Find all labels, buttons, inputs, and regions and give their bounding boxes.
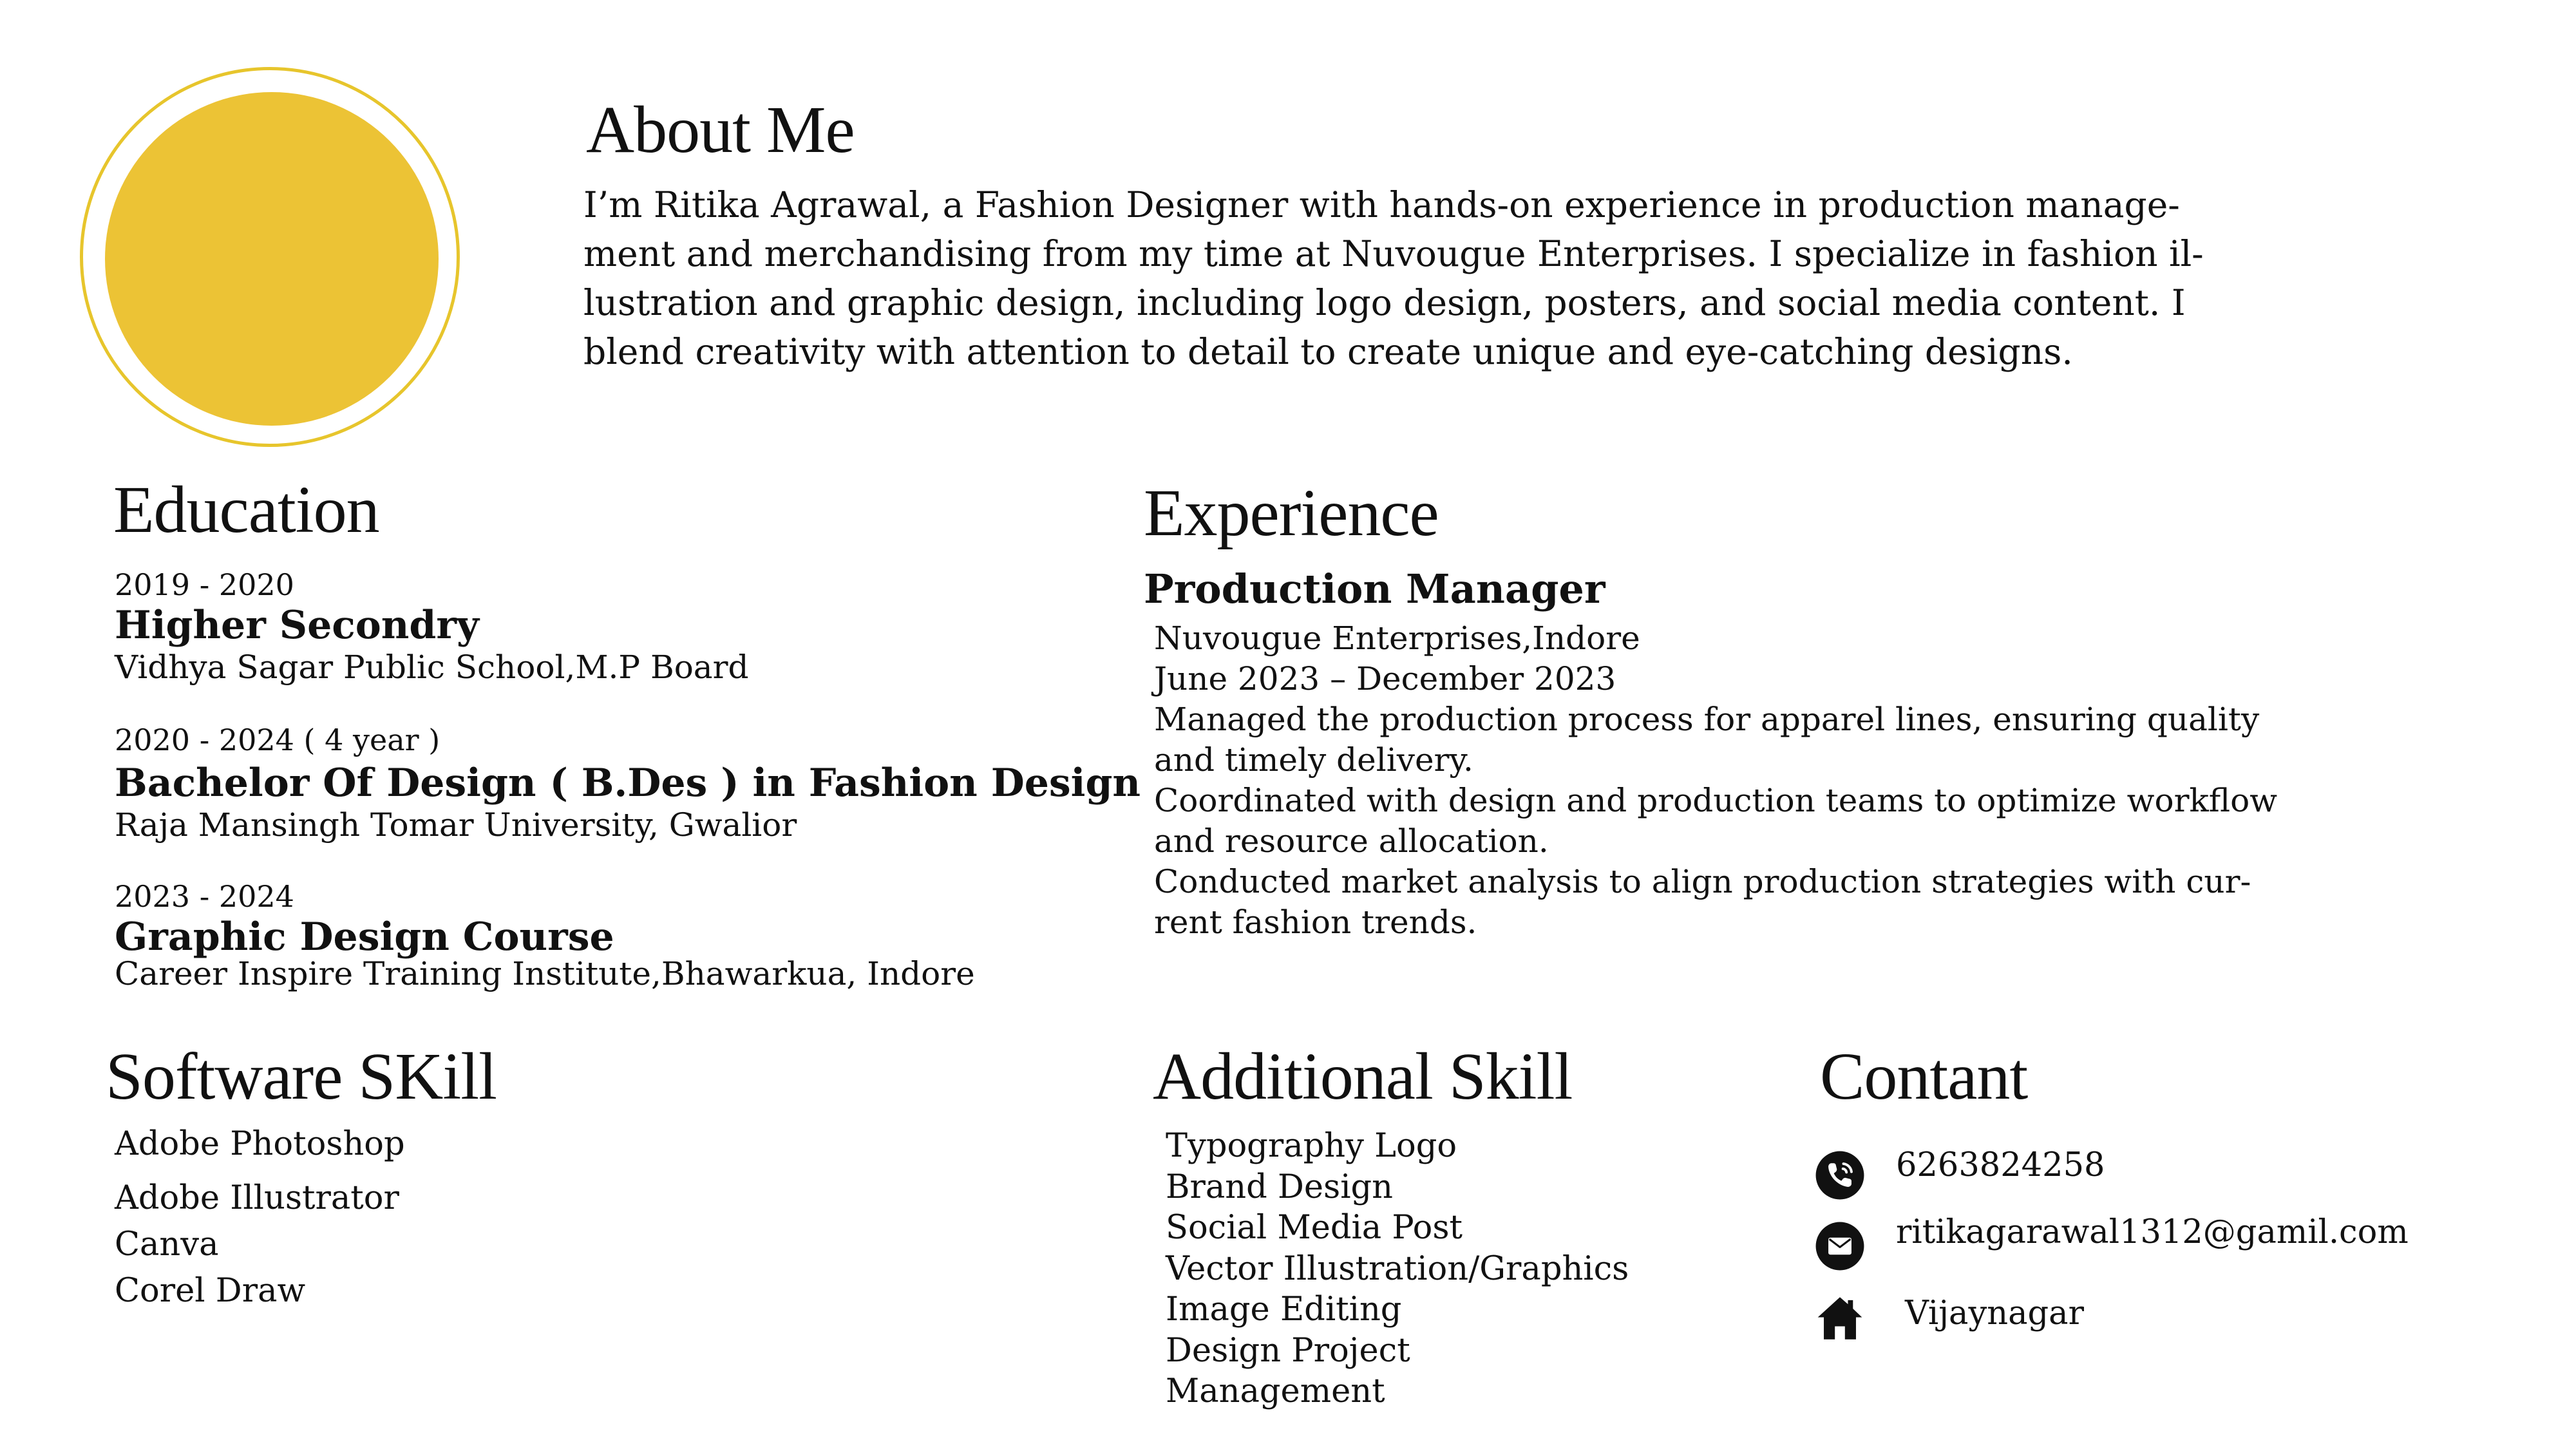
education-years: 2019 - 2020 — [115, 567, 294, 602]
experience-line: Coordinated with design and production teams to optimize workflow — [1154, 782, 2278, 819]
avatar — [105, 92, 439, 426]
additional-skill-item: Image Editing — [1166, 1291, 1402, 1329]
contact-phone: 6263824258 — [1896, 1146, 2105, 1184]
experience-line: Conducted market analysis to align production strategies with cur- — [1154, 863, 2251, 900]
education-years: 2023 - 2024 — [115, 879, 294, 914]
experience-line: rent fashion trends. — [1154, 904, 1477, 941]
software-skill-item: Canva — [115, 1226, 219, 1264]
education-institution: Vidhya Sagar Public School,M.P Board — [115, 649, 749, 686]
education-heading: Education — [113, 473, 379, 547]
education-entry — [115, 878, 975, 993]
contact-email: ritikagarawal1312@gamil.com — [1896, 1213, 2409, 1251]
phone-icon — [1815, 1150, 1865, 1200]
education-entry — [115, 567, 749, 687]
experience-details — [1154, 618, 2278, 943]
education-years: 2020 - 2024 ( 4 year ) — [115, 723, 440, 757]
software-skill-item: Adobe Illustrator — [115, 1179, 399, 1217]
experience-role: Production Manager — [1144, 565, 1605, 612]
about-line: I’m Ritika Agrawal, a Fashion Designer with hands-on experience in production manage- — [583, 184, 2180, 225]
software-skill-item: Corel Draw — [115, 1272, 306, 1310]
about-paragraph — [583, 180, 2232, 376]
additional-skill-heading: Additional Skill — [1153, 1039, 1573, 1113]
education-institution: Career Inspire Training Institute,Bhawarkua, Indore — [115, 955, 975, 992]
education-title: Graphic Design Course — [115, 914, 614, 960]
additional-skill-item: Vector Illustration/Graphics — [1166, 1249, 1629, 1288]
experience-line: Nuvougue Enterprises,Indore — [1154, 620, 1640, 657]
about-line: ment and merchandising from my time at Nuvougue Enterprises. I specialize in fashion il- — [583, 233, 2204, 274]
home-icon — [1815, 1293, 1865, 1343]
mail-icon — [1815, 1221, 1865, 1271]
education-entry — [115, 722, 1141, 844]
experience-line: and timely delivery. — [1154, 741, 1473, 779]
contact-address: Vijaynagar — [1905, 1294, 2084, 1332]
about-line: lustration and graphic design, including logo design, posters, and social media content. I — [583, 282, 2186, 323]
additional-skill-item: Brand Design — [1166, 1168, 1394, 1206]
experience-line: June 2023 – December 2023 — [1154, 660, 1616, 697]
additional-skill-item: Management — [1166, 1372, 1385, 1410]
additional-skill-list — [1166, 1126, 1629, 1412]
additional-skill-item: Typography Logo — [1166, 1127, 1457, 1165]
software-skill-heading: Software SKill — [106, 1039, 497, 1113]
experience-line: and resource allocation. — [1154, 822, 1549, 860]
education-title: Bachelor Of Design ( B.Des ) in Fashion Design — [115, 761, 1141, 806]
software-skill-item: Adobe Photoshop — [115, 1125, 405, 1163]
experience-line: Managed the production process for apparel lines, ensuring quality — [1154, 701, 2260, 738]
about-line: blend creativity with attention to detail to create unique and eye-catching designs. — [583, 331, 2073, 372]
education-institution: Raja Mansingh Tomar University, Gwalior — [115, 806, 797, 844]
experience-heading: Experience — [1144, 476, 1439, 550]
about-heading: About Me — [586, 93, 855, 167]
contact-heading: Contant — [1820, 1039, 2028, 1113]
additional-skill-item: Social Media Post — [1166, 1209, 1463, 1247]
education-title: Higher Secondry — [115, 603, 479, 648]
additional-skill-item: Design Project — [1166, 1331, 1410, 1370]
